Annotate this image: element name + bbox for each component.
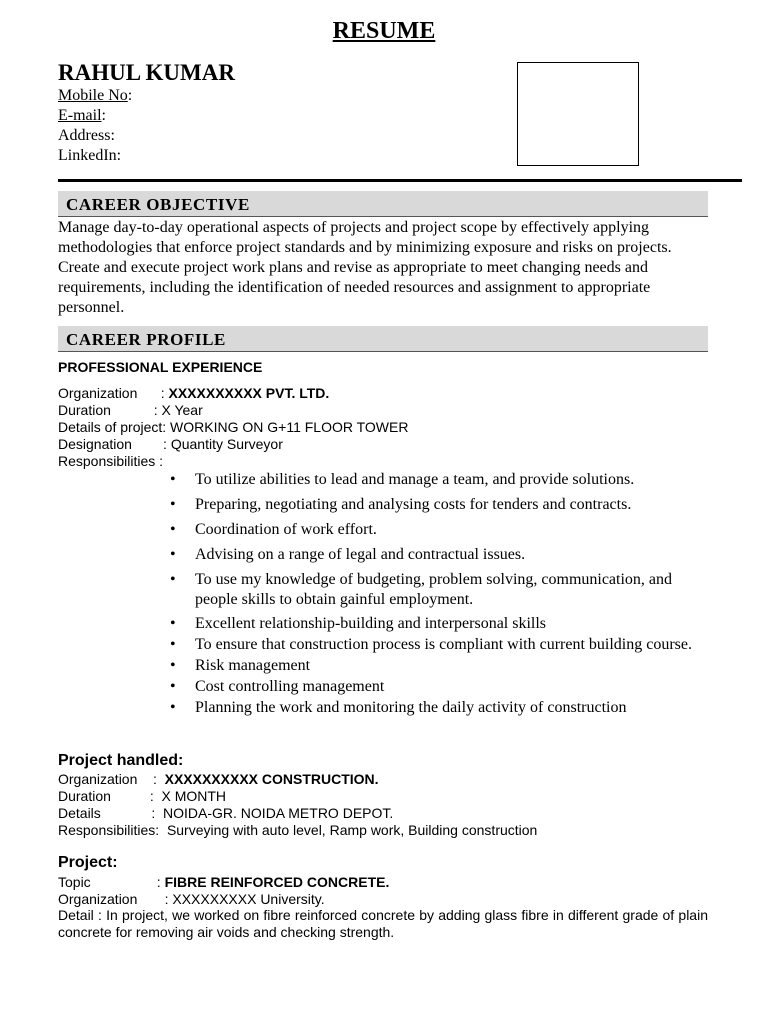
mobile-label: Mobile No <box>58 87 128 104</box>
designation-row: Designation : Quantity Surveyor <box>58 436 283 452</box>
linkedin-label: LinkedIn: <box>58 147 122 164</box>
project-details-row: Details of project: WORKING ON G+11 FLOOR TOWER <box>58 419 409 435</box>
list-item: • To ensure that construction process is compliant with current building course. <box>170 635 710 655</box>
ph-duration-row: Duration : X MONTH <box>58 788 227 804</box>
resume-title: RESUME <box>332 18 436 44</box>
mobile-line: Mobile No: <box>58 87 133 104</box>
project-topic-value: FIBRE REINFORCED CONCRETE. <box>164 874 390 890</box>
ph-responsibilities-row: Responsibilities: Surveying with auto level, Ramp work, Building construction <box>58 822 538 838</box>
photo-placeholder <box>517 62 639 166</box>
project-heading: Project: <box>58 854 118 871</box>
career-objective-heading: CAREER OBJECTIVE <box>58 191 708 217</box>
responsibilities-label: Responsibilities : <box>58 453 164 469</box>
organization-row <box>58 385 329 402</box>
project-topic-label: Topic : <box>58 874 165 890</box>
ph-organization-label: Organization : <box>58 771 165 787</box>
professional-experience-heading: PROFESSIONAL EXPERIENCE <box>58 359 263 375</box>
address-label: Address: <box>58 127 115 144</box>
ph-organization-value: XXXXXXXXXX CONSTRUCTION. <box>164 771 379 787</box>
career-objective-text: Manage day-to-day operational aspects of projects and project scope by effectively applying methodologies that enforce project standards and by minimizing exposure and risks on projects. Create and execute project work plans and revise as appropriate to meet changing needs and requirements, including the identification of needed resources and assignment to appropriate personnel. <box>58 219 672 316</box>
list-item: • Cost controlling management <box>170 677 710 697</box>
list-item: • Coordination of work effort. <box>170 520 710 540</box>
list-item: • To use my knowledge of budgeting, problem solving, communication, and people skills to obtain gainful employment. <box>170 570 710 610</box>
header-divider <box>58 179 742 182</box>
list-item: • Planning the work and monitoring the daily activity of construction <box>170 698 710 718</box>
responsibilities-list <box>170 470 710 718</box>
duration-row: Duration : X Year <box>58 402 203 418</box>
email-line: E-mail: <box>58 107 106 124</box>
project-topic-row <box>58 874 389 891</box>
project-handled-heading: Project handled: <box>58 752 184 769</box>
candidate-name: RAHUL KUMAR <box>58 60 235 85</box>
list-item: • To utilize abilities to lead and manage a team, and provide solutions. <box>170 470 710 490</box>
list-item: • Preparing, negotiating and analysing costs for tenders and contracts. <box>170 495 710 515</box>
ph-organization-row <box>58 771 379 788</box>
organization-value: XXXXXXXXXX PVT. LTD. <box>168 385 330 401</box>
organization-label: Organization : <box>58 385 169 401</box>
ph-details-row: Details : NOIDA-GR. NOIDA METRO DEPOT. <box>58 805 394 821</box>
list-item: • Excellent relationship-building and interpersonal skills <box>170 614 710 634</box>
list-item: • Risk management <box>170 656 710 676</box>
email-label: E-mail <box>58 107 102 124</box>
project-detail-text: Detail : In project, we worked on fibre reinforced concrete by adding glass fibre in different grade of plain concrete for removing air voids and checking strength. <box>58 907 708 940</box>
career-profile-heading: CAREER PROFILE <box>58 326 708 352</box>
project-organization-row: Organization : XXXXXXXXX University. <box>58 891 325 907</box>
list-item: • Advising on a range of legal and contractual issues. <box>170 545 710 565</box>
